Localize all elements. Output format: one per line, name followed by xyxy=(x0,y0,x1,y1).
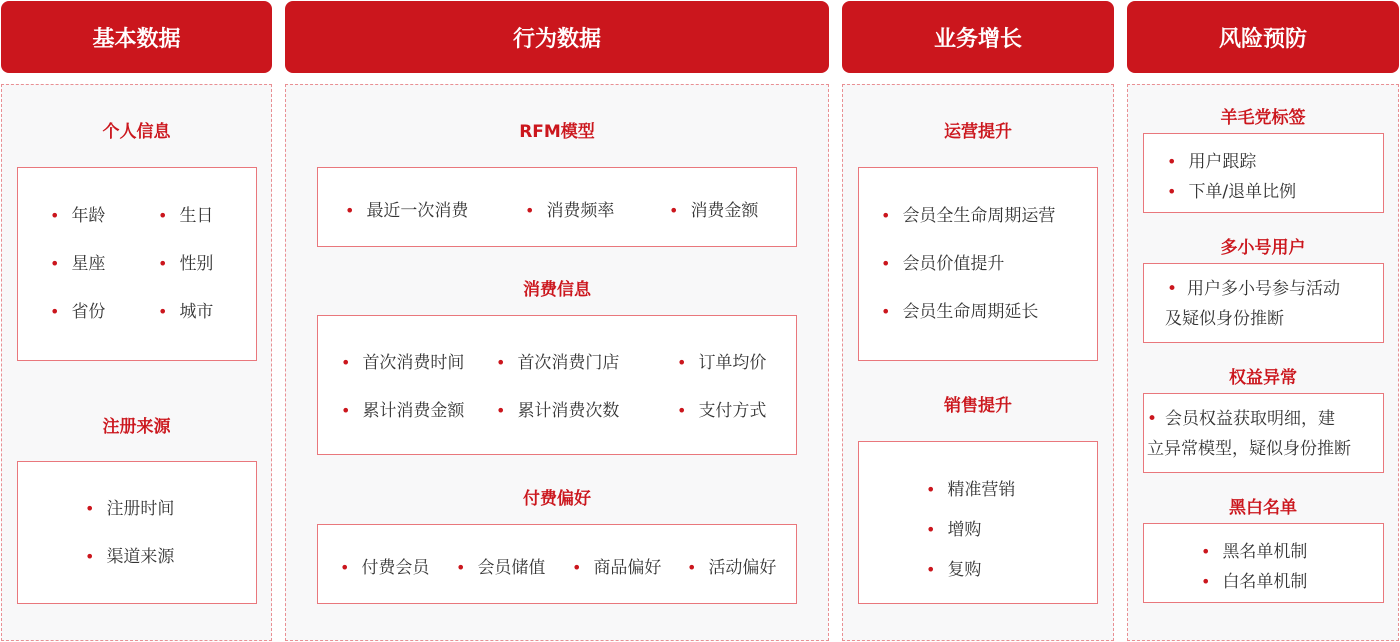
list-item: • 注册时间 xyxy=(85,494,174,519)
list-item: • 最近一次消费 xyxy=(345,196,468,221)
list-item: • 付费会员 xyxy=(340,553,429,578)
list-item: • 首次消费时间 xyxy=(341,348,464,373)
section-title-pay-preference: 付费偏好 xyxy=(523,489,591,509)
section-title-ops-improve: 运营提升 xyxy=(944,122,1012,142)
list-item: • 累计消费金额 xyxy=(341,396,464,421)
box-multi-account xyxy=(1143,263,1384,343)
box-rights-abnormal xyxy=(1143,393,1384,473)
list-item-text: 及疑似身份推断 xyxy=(1165,309,1284,329)
list-item: • 会员全生命周期运营 xyxy=(881,201,1055,226)
section-title-wool-party-tag: 羊毛党标签 xyxy=(1220,108,1306,128)
list-item: • 生日 xyxy=(158,201,213,226)
list-item: • 精准营销 xyxy=(926,475,1015,500)
list-item: • 星座 xyxy=(50,249,105,274)
section-title-personal-info: 个人信息 xyxy=(102,122,171,142)
list-item: • 会员储值 xyxy=(456,553,545,578)
list-item: • 消费频率 xyxy=(525,196,614,221)
list-item: • 黑名单机制 xyxy=(1201,537,1307,562)
box-pay-preference xyxy=(317,524,797,604)
list-item: • 性别 xyxy=(158,249,213,274)
list-item-text: 立异常模型，疑似身份推断 xyxy=(1147,439,1351,459)
box-register-source xyxy=(17,461,257,604)
column-business-growth xyxy=(842,84,1114,641)
section-title-rfm-model: RFM模型 xyxy=(519,122,595,142)
box-ops-improve xyxy=(858,167,1098,361)
column-risk-prevention xyxy=(1127,84,1399,641)
header-basic-data: 基本数据 xyxy=(1,1,272,73)
list-item: • 消费金额 xyxy=(669,196,758,221)
section-title-black-white-list: 黑白名单 xyxy=(1229,498,1297,518)
column-basic-data xyxy=(1,84,272,641)
list-item: • 商品偏好 xyxy=(572,553,661,578)
list-item: • 支付方式 xyxy=(677,396,766,421)
list-item: • 复购 xyxy=(926,555,981,580)
list-item: • 订单均价 xyxy=(677,348,766,373)
section-title-rights-abnormal: 权益异常 xyxy=(1229,368,1297,388)
bullet-icon: • xyxy=(1167,279,1178,299)
section-title-multi-account: 多小号用户 xyxy=(1220,238,1306,258)
section-title-register-source: 注册来源 xyxy=(102,417,171,437)
box-personal-info xyxy=(17,167,257,361)
column-behavior-data xyxy=(285,84,829,641)
list-item: • 城市 xyxy=(158,297,213,322)
list-item: • 首次消费门店 xyxy=(496,348,619,373)
list-item: • 累计消费次数 xyxy=(496,396,619,421)
list-item: • 省份 xyxy=(50,297,105,322)
header-behavior-data: 行为数据 xyxy=(285,1,829,73)
section-title-sales-improve: 销售提升 xyxy=(944,396,1012,416)
list-item: • 用户跟踪 xyxy=(1167,147,1256,172)
list-item: • 年龄 xyxy=(50,201,105,226)
header-risk-prevention: 风险预防 xyxy=(1127,1,1399,73)
list-item: • 白名单机制 xyxy=(1201,567,1307,592)
list-item: • 活动偏好 xyxy=(687,553,776,578)
section-title-consume-info: 消费信息 xyxy=(523,280,591,300)
box-black-white-list xyxy=(1143,523,1384,603)
header-business-growth: 业务增长 xyxy=(842,1,1114,73)
list-item: • 增购 xyxy=(926,515,981,540)
box-sales-improve xyxy=(858,441,1098,604)
list-item: • 会员生命周期延长 xyxy=(881,297,1038,322)
list-item-text: 会员权益获取明细，建 xyxy=(1165,409,1336,429)
box-wool-party-tag xyxy=(1143,133,1384,213)
box-rfm-model xyxy=(317,167,797,247)
list-item: • 会员价值提升 xyxy=(881,249,1004,274)
list-item xyxy=(1147,404,1351,464)
box-consume-info xyxy=(317,315,797,455)
bullet-icon: • xyxy=(1147,409,1158,429)
list-item: • 下单/退单比例 xyxy=(1167,177,1296,202)
list-item-text: 用户多小号参与活动 xyxy=(1187,279,1341,299)
list-item: • 渠道来源 xyxy=(85,542,174,567)
list-item xyxy=(1167,274,1340,334)
